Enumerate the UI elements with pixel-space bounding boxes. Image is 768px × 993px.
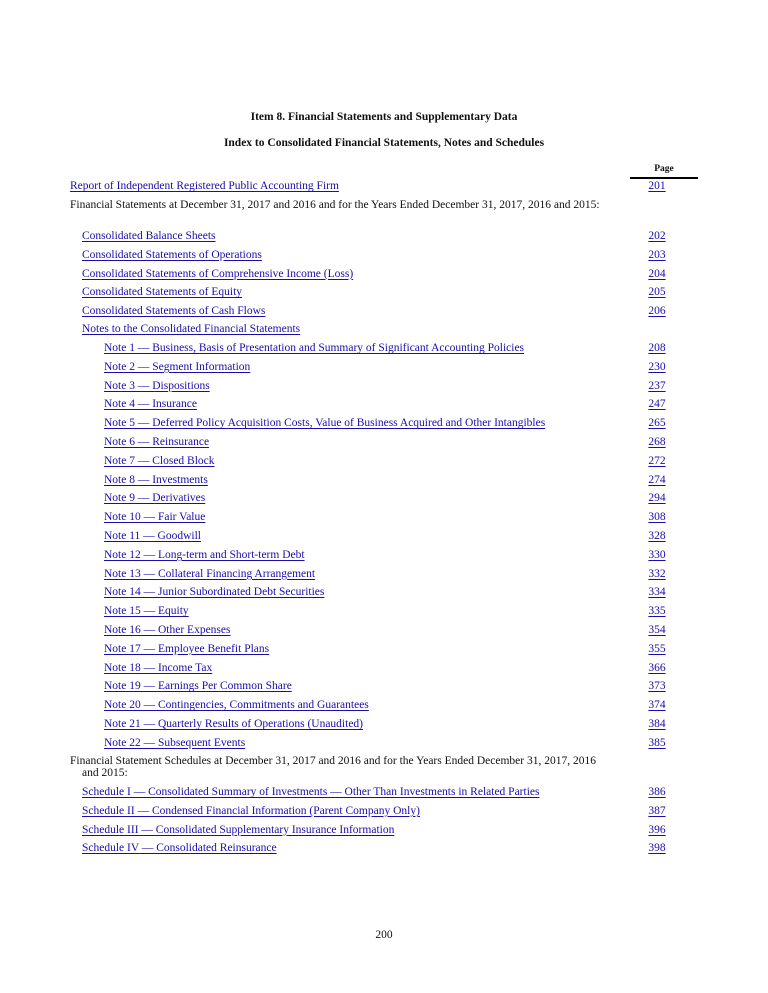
page-title: Item 8. Financial Statements and Supplementary Data: [250, 111, 518, 123]
toc-entry-link[interactable]: Schedule IV — Consolidated Reinsurance: [82, 842, 277, 855]
toc-entry-link[interactable]: Note 10 — Fair Value: [104, 511, 206, 524]
toc-page-link[interactable]: 268: [648, 436, 666, 448]
toc-entry-link[interactable]: Schedule III — Consolidated Supplementary Insurance Information: [82, 823, 395, 836]
toc-entry-link[interactable]: Note 7 — Closed Block: [104, 454, 215, 467]
toc-page-link[interactable]: 334: [648, 586, 666, 599]
toc-entry-link[interactable]: Note 4 — Insurance: [104, 398, 197, 411]
toc-page-link[interactable]: 332: [648, 567, 666, 580]
toc-entry-link[interactable]: Note 2 — Segment Information: [104, 360, 251, 373]
toc-page-link[interactable]: 398: [648, 842, 666, 855]
toc-entry-link[interactable]: Consolidated Statements of Cash Flows: [82, 305, 266, 318]
toc-page-link[interactable]: 330: [648, 548, 666, 561]
toc-entry-link[interactable]: Note 3 — Dispositions: [104, 379, 210, 392]
toc-entry-link[interactable]: Note 11 — Goodwill: [104, 530, 201, 542]
toc-entry-link[interactable]: Note 19 — Earnings Per Common Share: [104, 680, 292, 693]
toc-page-link[interactable]: 247: [648, 398, 666, 411]
toc-entry-link[interactable]: Note 9 — Derivatives: [104, 492, 206, 505]
toc-entry-link[interactable]: Note 22 — Subsequent Events: [104, 736, 246, 749]
toc-page-link[interactable]: 387: [648, 804, 666, 817]
toc-entry-link[interactable]: Note 8 — Investments: [104, 473, 208, 486]
toc-page-link[interactable]: 366: [648, 661, 666, 674]
toc-entry-link[interactable]: Note 21 — Quarterly Results of Operations (Unaudited): [104, 718, 364, 730]
toc-entry-link[interactable]: Consolidated Balance Sheets: [82, 230, 216, 242]
toc-entry-link[interactable]: Note 16 — Other Expenses: [104, 624, 231, 636]
toc-page-link[interactable]: 206: [648, 305, 666, 318]
toc-entry-link[interactable]: Note 12 — Long-term and Short-term Debt: [104, 548, 305, 561]
toc-entry-link[interactable]: Consolidated Statements of Comprehensive Income (Loss): [82, 267, 354, 280]
toc-page-link[interactable]: 202: [648, 230, 666, 242]
report-page-link[interactable]: 201: [648, 180, 666, 192]
toc-page-link[interactable]: 294: [648, 492, 666, 505]
toc-page-link[interactable]: 354: [648, 624, 666, 636]
toc-page-link[interactable]: 335: [648, 605, 666, 618]
toc-page-link[interactable]: 385: [648, 736, 666, 749]
toc-page-link[interactable]: 374: [648, 699, 666, 712]
toc-entry-link[interactable]: Note 6 — Reinsurance: [104, 436, 210, 448]
toc-entry-link[interactable]: Note 20 — Contingencies, Commitments and Guarantees: [104, 699, 369, 712]
toc-entry-link[interactable]: Consolidated Statements of Operations: [82, 248, 262, 261]
toc-page-link[interactable]: 274: [648, 473, 666, 486]
report-link[interactable]: Report of Independent Registered Public Accounting Firm: [70, 180, 339, 192]
toc-page-link[interactable]: 265: [648, 417, 666, 430]
toc-page-link[interactable]: 308: [648, 511, 666, 524]
toc-page-link[interactable]: 396: [648, 823, 666, 836]
page-column-rule: [630, 177, 698, 179]
toc-entry-link[interactable]: Consolidated Statements of Equity: [82, 286, 243, 299]
section-heading-schedules: Financial Statement Schedules at December 31, 2017 and 2016 and for the Years Ended December 31, 2017, 2016 and 2015:: [70, 755, 596, 779]
notes-heading-link[interactable]: Notes to the Consolidated Financial Statements: [82, 323, 301, 335]
toc-entry-link[interactable]: Note 18 — Income Tax: [104, 661, 213, 674]
toc-page-link[interactable]: 203: [648, 248, 666, 261]
toc-page-link[interactable]: 204: [648, 267, 666, 280]
toc-page-link[interactable]: 272: [648, 454, 666, 467]
toc-entry-link[interactable]: Schedule I — Consolidated Summary of Investments — Other Than Investments in Related Parties: [82, 786, 540, 798]
toc-page-link[interactable]: 355: [648, 642, 666, 655]
toc-page-link[interactable]: 384: [648, 718, 666, 730]
toc-entry-link[interactable]: Schedule II — Condensed Financial Information (Parent Company Only): [82, 804, 420, 817]
toc-entry-link[interactable]: Note 15 — Equity: [104, 605, 189, 618]
toc-entry-link[interactable]: Note 5 — Deferred Policy Acquisition Costs, Value of Business Acquired and Other Intangibles: [104, 417, 546, 430]
toc-page-link[interactable]: 386: [648, 786, 666, 798]
page-subtitle: Index to Consolidated Financial Statements, Notes and Schedules: [223, 137, 545, 149]
page-number: 200: [375, 929, 393, 941]
toc-page-link[interactable]: 205: [648, 286, 666, 299]
toc-page-link[interactable]: 230: [648, 360, 666, 373]
toc-page-link[interactable]: 328: [648, 530, 666, 542]
toc-page-link[interactable]: 237: [648, 379, 666, 392]
toc-entry-link[interactable]: Note 17 — Employee Benefit Plans: [104, 642, 270, 655]
toc-entry-link[interactable]: Note 14 — Junior Subordinated Debt Securities: [104, 586, 325, 599]
section-heading-statements: Financial Statements at December 31, 2017 and 2016 and for the Years Ended December 31, 2017, 2016 and 2015:: [70, 199, 600, 211]
page-column-header: Page: [654, 164, 674, 174]
toc-page-link[interactable]: 208: [648, 342, 666, 354]
toc-entry-link[interactable]: Note 1 — Business, Basis of Presentation and Summary of Significant Accounting Policies: [104, 342, 525, 354]
toc-page-link[interactable]: 373: [648, 680, 666, 693]
toc-entry-link[interactable]: Note 13 — Collateral Financing Arrangement: [104, 567, 316, 580]
